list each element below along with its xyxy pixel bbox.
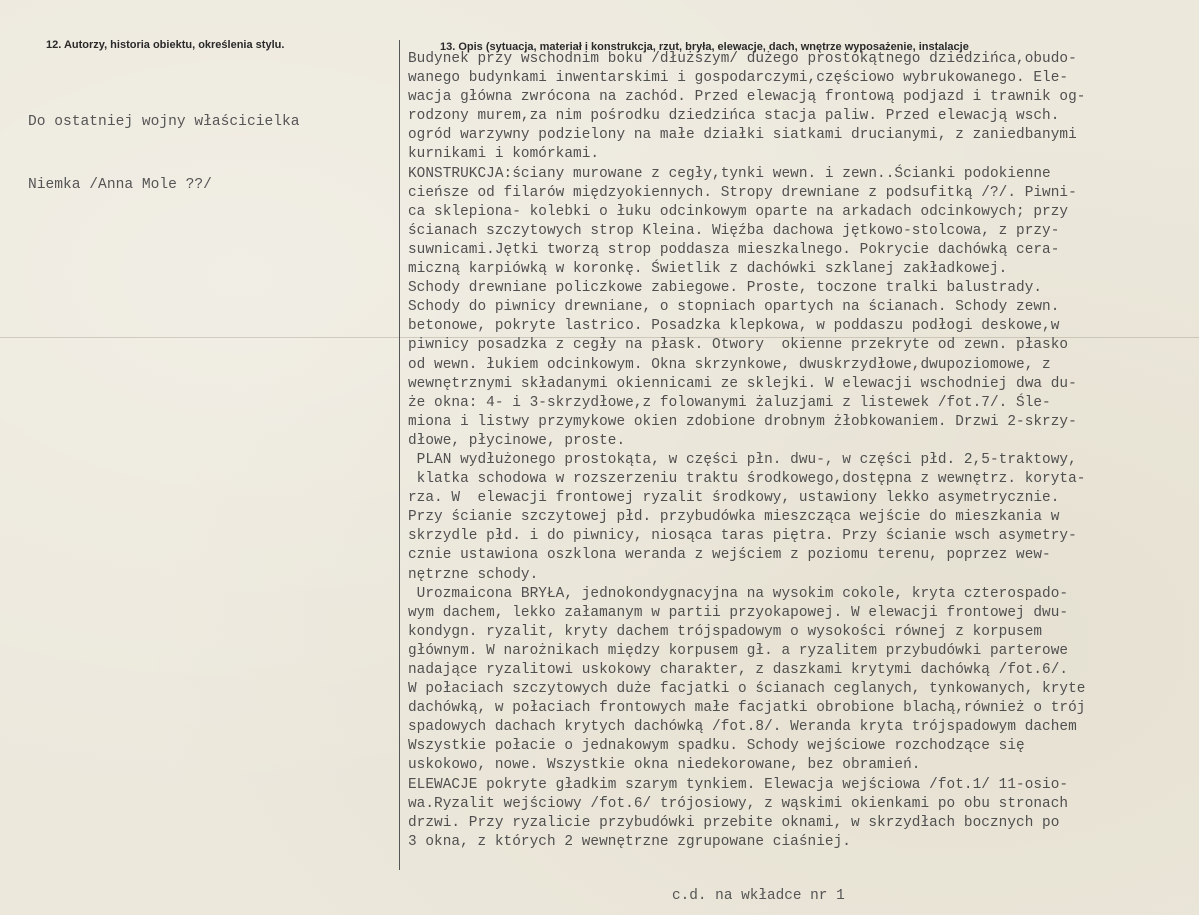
section-13-line: Wszystkie połacie o jednakowym spadku. Schody wejściowe rozchodzące się — [408, 738, 1025, 755]
section-13-line: Budynek przy wschodnim boku /dłuższym/ dużego prostokątnego dziedzińca,obudo- — [408, 51, 1077, 67]
section-13-heading: 13. Opis (sytuacja, materiał i konstrukcja, rzut, bryła, elewacje, dach, wnętrze wyposażenie, instalacje — [440, 41, 969, 53]
section-13-line: wym dachem, lekko załamanym w partii przyokapowej. W elewacji frontowej dwu- — [408, 604, 1069, 621]
section-13-line: dłowe, płycinowe, proste. — [408, 432, 626, 449]
section-13-line: betonowe, pokryte lastrico. Posadzka klepkowa, w poddaszu podłogi deskowe,w — [408, 318, 1060, 335]
section-13-line: miona i listwy przymykowe okien zdobione drobnym żłobkowaniem. Drzwi 2-skrzy- — [408, 413, 1077, 430]
section-13-line: wanego budynkami inwentarskimi i gospodarczymi,częściowo wybrukowanego. Ele- — [408, 70, 1069, 87]
section-13-line: suwnicami.Jętki tworzą strop poddasza mieszkalnego. Pokrycie dachówką cera- — [408, 241, 1060, 258]
section-13-line: Schody do piwnicy drewniane, o stopniach opartych na ścianach. Schody zewn. — [408, 299, 1060, 316]
section-13-line: kurnikami i komórkami. — [408, 146, 600, 163]
section-13-line: ogród warzywny podzielony na małe działki siatkami drucianymi, z zaniedbanymi — [408, 127, 1077, 144]
section-13-line: wacja główna zwrócona na zachód. Przed elewacją frontową podjazd i trawnik og- — [408, 89, 1086, 106]
section-12-line: Niemka /Anna Mole ??/ — [28, 177, 212, 193]
section-13-line: ścianach szczytowych strop Kleina. Więźba dachowa jętkowo-stolcowa, z przy- — [408, 222, 1060, 239]
section-13-line: klatka schodowa w rozszerzeniu traktu środkowego,dostępna z wewnętrz. koryta- — [408, 471, 1086, 488]
section-13-line: ELEWACJE pokryte gładkim szarym tynkiem. Elewacja wejściowa /fot.1/ 11-osio- — [408, 776, 1069, 793]
column-divider — [399, 40, 400, 870]
section-13-line: W połaciach szczytowych duże facjatki o ścianach ceglanych, tynkowanych, kryte — [408, 681, 1086, 698]
section-13-line: dachówką, w połaciach frontowych małe facjatki obrobione blachą,również o trój — [408, 700, 1086, 717]
section-13-line: ca sklepiona- kolebki o łuku odcinkowym oparte na arkadach odcinkowych; przy — [408, 203, 1069, 220]
section-13-line: wewnętrznymi składanymi okiennicami ze sklejki. W elewacji wschodniej dwa du- — [408, 375, 1077, 392]
continuation-note: c.d. na wkładce nr 1 — [672, 888, 845, 904]
section-13-line: nadające ryzalitowi uskokowy charakter, z daszkami krytymi dachówką /fot.6/. — [408, 662, 1069, 678]
section-13-line: od wewn. łukiem odcinkowym. Okna skrzynkowe, dwuskrzydłowe,dwupoziomowe, z — [408, 356, 1051, 373]
section-13-line: miczną karpiówką w koronkę. Świetlik z dachówki szklanej zakładkowej. — [408, 261, 1008, 278]
section-13-line: Urozmaicona BRYŁA, jednokondygnacyjna na wysokim cokole, kryta czterospado- — [408, 585, 1069, 602]
section-13-line: rodzony murem,za nim pośrodku dziedzińca stacja paliw. Przed elewacją wsch. — [408, 108, 1060, 125]
section-13-line: głównym. W narożnikach między korpusem gł. a ryzalitem przybudówki parterowe — [408, 642, 1069, 659]
section-13-line: wa.Ryzalit wejściowy /fot.6/ trójosiowy, z wąskimi okienkami po obu stronach — [408, 795, 1069, 812]
section-13-line: nętrzne schody. — [408, 566, 539, 583]
section-13-line: skrzydle płd. i do piwnicy, niosąca taras piętra. Przy ścianie wsch asymetry- — [408, 528, 1077, 545]
section-13-line: piwnicy posadzka z cegły na płask. Otwory okienne przekryte od zewn. płasko — [408, 337, 1069, 354]
section-13-line: drzwi. Przy ryzalicie przybudówki przebite oknami, w skrzydłach bocznych po — [408, 814, 1060, 831]
section-13-line: że okna: 4- i 3-skrzydłowe,z folowanymi żaluzjami z listewek /fot.7/. Śle- — [408, 394, 1051, 411]
section-13-line: 3 okna, z których 2 wewnętrzne zgrupowane ciaśniej. — [408, 833, 851, 850]
section-13-line: Przy ścianie szczytowej płd. przybudówka mieszcząca wejście do mieszkania w — [408, 509, 1060, 526]
section-13-line: KONSTRUKCJA:ściany murowane z cegły,tynki wewn. i zewn..Ścianki podokienne — [408, 165, 1051, 182]
section-13-line: spadowych dachach krytych dachówką /fot.8/. Weranda kryta trójspadowym dachem — [408, 719, 1077, 736]
section-12-text — [28, 70, 300, 217]
section-13-line: cieńsze od filarów międzyokiennych. Stropy drewniane z podsufitką /?/. Piwni- — [408, 184, 1077, 201]
section-13-line: uskokowo, nowe. Wszystkie okna niedekorowane, bez obramień. — [408, 757, 921, 774]
section-13-line: PLAN wydłużonego prostokąta, w części płn. dwu-, w części płd. 2,5-traktowy, — [408, 451, 1077, 468]
section-12-heading: 12. Autorzy, historia obiektu, określenia stylu. — [46, 39, 285, 51]
section-13-line: rza. W elewacji frontowej ryzalit środkowy, ustawiony lekko asymetrycznie. — [408, 490, 1060, 507]
section-12-line: Do ostatniej wojny właścicielka — [28, 114, 300, 130]
section-13-line: cznie ustawiona oszklona weranda z wejściem z poziomu terenu, poprzez wew- — [408, 547, 1051, 564]
section-13-line: kondygn. ryzalit, kryty dachem trójspadowym o wysokości równej z korpusem — [408, 623, 1043, 640]
section-13-text — [408, 50, 1194, 852]
section-13-line: Schody drewniane policzkowe zabiegowe. Proste, toczone tralki balustrady. — [408, 280, 1043, 297]
